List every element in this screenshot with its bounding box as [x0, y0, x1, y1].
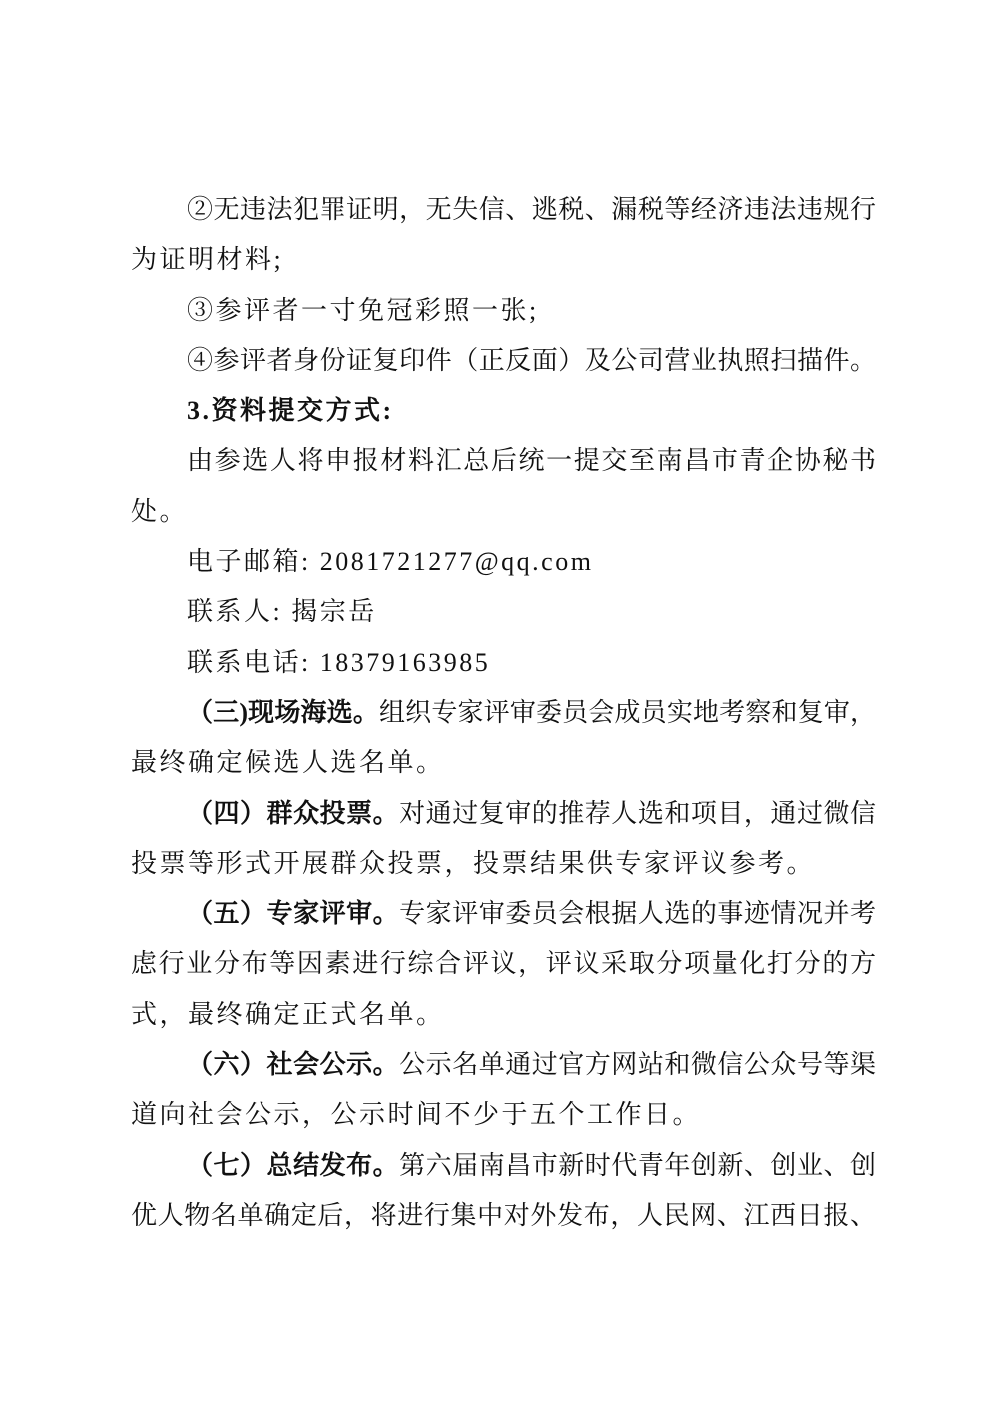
text-line: [131, 235, 876, 285]
text-line: [131, 386, 876, 436]
text-segment: 公示名单通过官方网站和微信公众号等渠: [399, 1050, 876, 1080]
text-segment: 第六届南昌市新时代青年创新、创业、创: [399, 1150, 876, 1180]
text-segment-bold: （五）专家评审。: [187, 899, 400, 929]
text-line: [131, 537, 876, 587]
text-line: [131, 939, 876, 989]
text-line: [131, 436, 876, 486]
text-block: [131, 185, 876, 1241]
text-line: [131, 1040, 876, 1090]
text-segment: ②无违法犯罪证明，无失信、逃税、漏税等经济违法违规行: [187, 195, 876, 224]
text-line: [131, 1141, 876, 1191]
text-segment: 道向社会公示，公示时间不少于五个工作日。: [131, 1100, 702, 1130]
text-line: [131, 587, 876, 637]
text-line: [131, 185, 876, 235]
text-segment: 由参选人将申报材料汇总后统一提交至南昌市青企协秘书: [187, 446, 876, 476]
text-segment: 最终确定候选人选名单。: [131, 748, 445, 778]
text-segment: 式，最终确定正式名单。: [131, 999, 445, 1029]
text-line: [131, 990, 876, 1040]
text-segment-bold: （六）社会公示。: [187, 1050, 400, 1080]
text-segment-bold: （七）总结发布。: [187, 1150, 400, 1180]
text-segment: ④参评者身份证复印件（正反面）及公司营业执照扫描件。: [187, 345, 876, 375]
text-segment-bold: （三)现场海选。: [187, 697, 379, 727]
text-segment: 联系人: 揭宗岳: [187, 597, 377, 627]
text-segment: 联系电话: 18379163985: [187, 647, 491, 677]
text-segment: 电子邮箱: 2081721277@qq.com: [187, 547, 594, 577]
text-segment: 虑行业分布等因素进行综合评议，评议采取分项量化打分的方: [131, 949, 876, 979]
text-segment: 投票等形式开展群众投票，投票结果供专家评议参考。: [131, 848, 816, 878]
text-segment: 组织专家评审委员会成员实地考察和复审，: [379, 697, 876, 727]
text-segment: 处。: [131, 496, 189, 526]
text-segment: 对通过复审的推荐人选和项目，通过微信: [399, 798, 876, 828]
text-line: [131, 839, 876, 889]
text-line: [131, 336, 876, 386]
text-segment: ③参评者一寸免冠彩照一张;: [187, 295, 539, 325]
text-segment: 专家评审委员会根据人选的事迹情况并考: [399, 899, 876, 929]
text-segment-bold: 3.资料提交方式:: [187, 396, 394, 426]
text-segment: 优人物名单确定后，将进行集中对外发布，人民网、江西日报、: [131, 1200, 876, 1230]
text-line: [131, 889, 876, 939]
text-line: [131, 738, 876, 788]
text-segment: 为证明材料;: [131, 245, 284, 275]
text-line: [131, 688, 876, 738]
text-segment-bold: （四）群众投票。: [187, 798, 400, 828]
text-line: [131, 638, 876, 688]
text-line: [131, 1191, 876, 1241]
text-line: [131, 1090, 876, 1140]
text-line: [131, 789, 876, 839]
text-line: [131, 487, 876, 537]
text-line: [131, 286, 876, 336]
